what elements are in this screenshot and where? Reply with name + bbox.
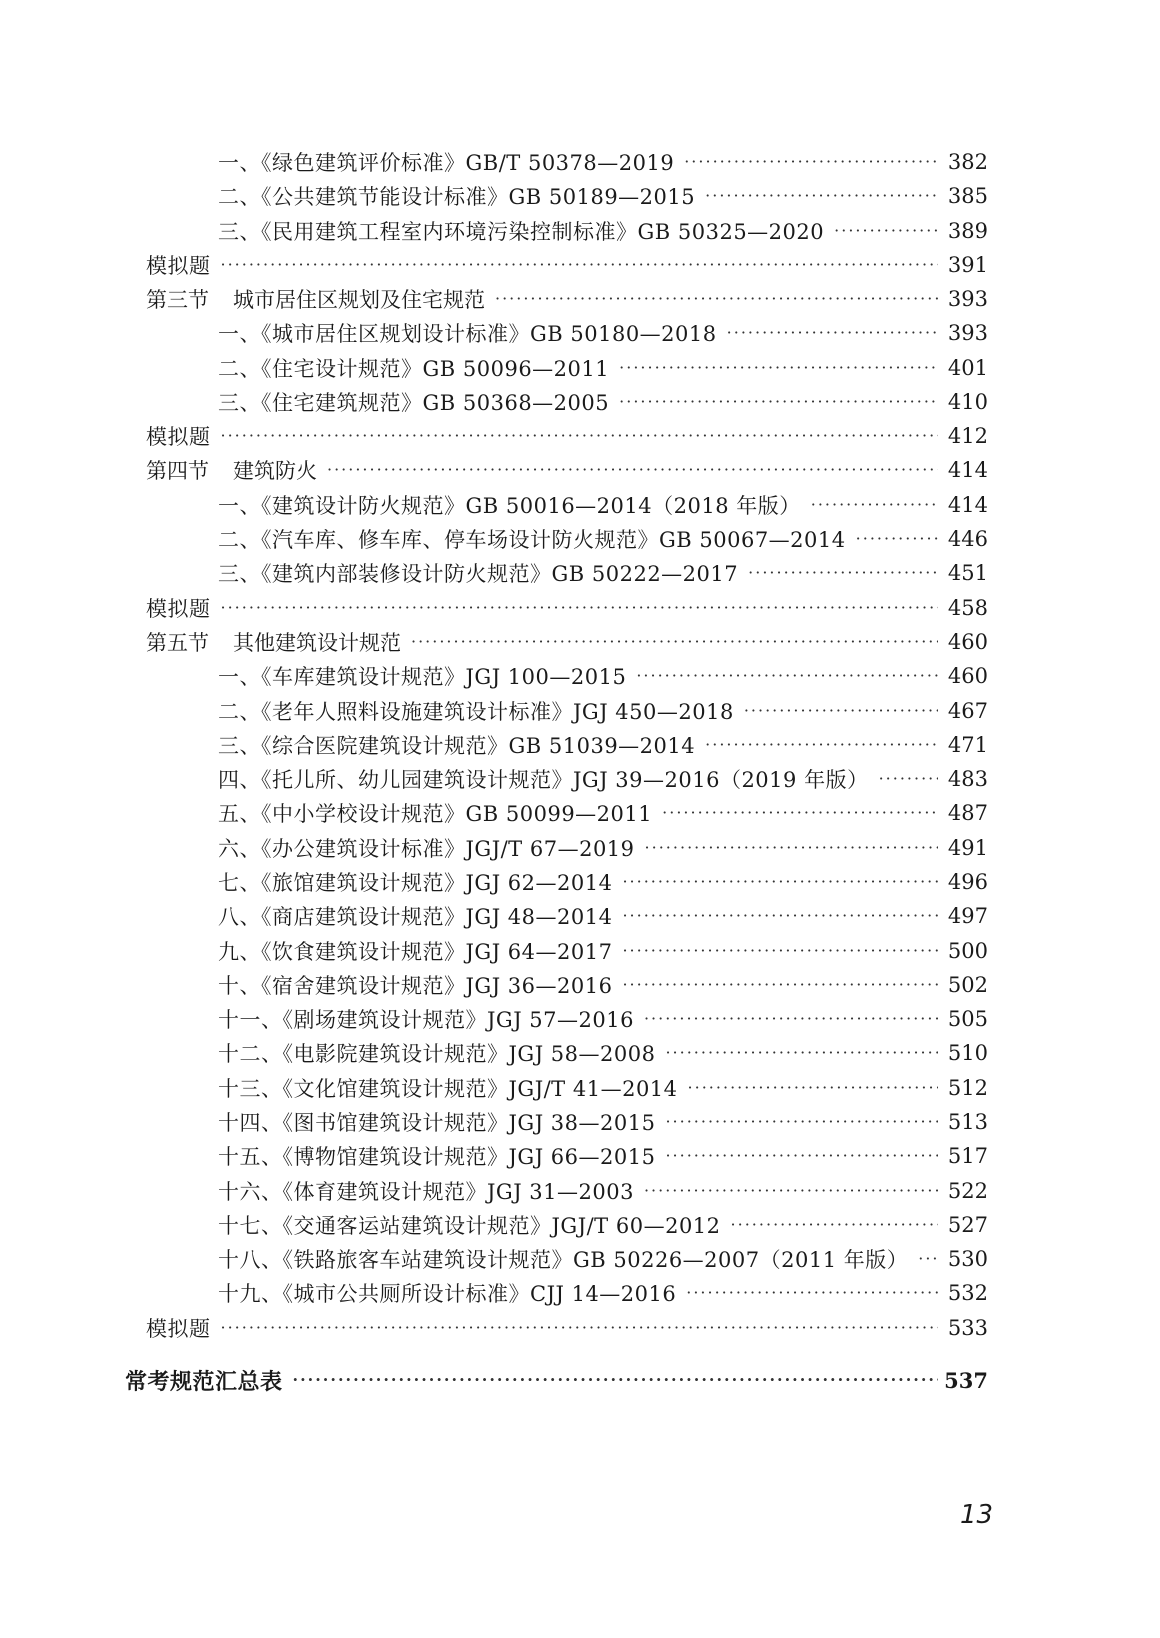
toc-entry-page: 502 (947, 973, 988, 997)
dot-leader (644, 1002, 938, 1036)
section-number: 第三节 (146, 288, 209, 312)
dot-leader (622, 968, 938, 1002)
dot-leader (221, 591, 939, 625)
toc-entry[interactable] (0, 1174, 1160, 1208)
toc-entry[interactable] (0, 1036, 1160, 1070)
toc-entry-label: 七、《旅馆建筑设计规范》JGJ 62—2014 (218, 871, 613, 895)
dot-leader (918, 1242, 938, 1276)
toc-entry-page: 414 (947, 458, 988, 482)
toc-entry-label: 四、《托儿所、幼儿园建筑设计规范》JGJ 39—2016（2019 年版） (218, 768, 869, 792)
dot-leader (411, 625, 938, 659)
toc-entry[interactable] (0, 1242, 1160, 1276)
toc-entry-page: 512 (947, 1076, 988, 1100)
toc-entry-label: 模拟题 (146, 425, 211, 449)
toc-entry-page: 513 (947, 1110, 988, 1134)
toc-entry-page: 458 (947, 596, 988, 620)
dot-leader (622, 865, 938, 899)
toc-entry-page: 532 (947, 1281, 988, 1305)
toc-section-label (146, 284, 485, 314)
toc-entry-label: 三、《综合医院建筑设计规范》GB 51039—2014 (218, 734, 696, 758)
toc-entry-label: 五、《中小学校设计规范》GB 50099—2011 (218, 802, 653, 826)
dot-leader (665, 1139, 938, 1173)
toc-entry-practice[interactable] (0, 591, 1160, 625)
toc-entry-page: 522 (947, 1179, 988, 1203)
section-title: 城市居住区规划及住宅规范 (233, 288, 485, 312)
dot-leader (665, 1105, 938, 1139)
toc-entry-page: 483 (947, 767, 988, 791)
toc-entry-page: 412 (947, 424, 988, 448)
toc-entry-practice[interactable] (0, 419, 1160, 453)
toc-entry[interactable] (0, 865, 1160, 899)
toc-entry[interactable] (0, 214, 1160, 248)
toc-entry-page: 391 (947, 253, 988, 277)
toc-entry[interactable] (0, 762, 1160, 796)
dot-leader (622, 934, 938, 968)
toc-entry-label: 三、《民用建筑工程室内环境污染控制标准》GB 50325—2020 (218, 220, 825, 244)
toc-entry[interactable] (0, 1139, 1160, 1173)
dot-leader (619, 351, 938, 385)
toc-section-3[interactable] (0, 282, 1160, 316)
toc-entry[interactable] (0, 694, 1160, 728)
dot-leader (879, 762, 938, 796)
dot-leader (731, 1208, 938, 1242)
toc-entry-label: 六、《办公建筑设计标准》JGJ/T 67—2019 (218, 837, 635, 861)
dot-leader (684, 145, 938, 179)
toc-entry[interactable] (0, 179, 1160, 213)
section-title: 建筑防火 (233, 459, 317, 483)
toc-entry-page: 517 (947, 1144, 988, 1168)
toc-entry-label: 二、《汽车库、修车库、停车场设计防火规范》GB 50067—2014 (218, 528, 846, 552)
toc-entry-label: 一、《建筑设计防火规范》GB 50016—2014（2018 年版） (218, 494, 801, 518)
toc-entry-label: 十四、《图书馆建筑设计规范》JGJ 38—2015 (218, 1111, 656, 1135)
toc-entry[interactable] (0, 316, 1160, 350)
toc-entry-page: 487 (947, 801, 988, 825)
toc-entry[interactable] (0, 351, 1160, 385)
dot-leader (619, 385, 938, 419)
dot-leader (665, 1036, 938, 1070)
dot-leader (221, 248, 939, 282)
toc-entry-label: 二、《公共建筑节能设计标准》GB 50189—2015 (218, 185, 696, 209)
toc-entry-page: 414 (947, 493, 988, 517)
toc-entry-page: 527 (947, 1213, 988, 1237)
toc-entry-page: 382 (947, 150, 988, 174)
dot-leader (705, 179, 938, 213)
toc-entry-page: 497 (947, 904, 988, 928)
toc-entry[interactable] (0, 522, 1160, 556)
toc-entry-page: 537 (944, 1367, 988, 1393)
toc-entry-label: 十七、《交通客运站建筑设计规范》JGJ/T 60—2012 (218, 1214, 721, 1238)
toc-entry[interactable] (0, 728, 1160, 762)
toc-entry-practice[interactable] (0, 1311, 1160, 1345)
dot-leader (221, 1311, 939, 1345)
dot-leader (748, 556, 938, 590)
toc-entry-page: 505 (947, 1007, 988, 1031)
toc-entry[interactable] (0, 659, 1160, 693)
toc-entry[interactable] (0, 488, 1160, 522)
section-title: 其他建筑设计规范 (233, 631, 401, 655)
toc-entry-page: 393 (947, 287, 988, 311)
toc-entry-label: 二、《住宅设计规范》GB 50096—2011 (218, 357, 610, 381)
toc-entry-page: 410 (947, 390, 988, 414)
dot-leader (644, 1174, 938, 1208)
toc-entry-label: 模拟题 (146, 597, 211, 621)
toc-entry-page: 496 (947, 870, 988, 894)
toc-entry[interactable] (0, 796, 1160, 830)
toc-entry-label: 十九、《城市公共厕所设计标准》CJJ 14—2016 (218, 1282, 677, 1306)
toc-entry-label: 八、《商店建筑设计规范》JGJ 48—2014 (218, 905, 613, 929)
dot-leader (495, 282, 938, 316)
dot-leader (645, 831, 938, 865)
toc-entry-page: 500 (947, 939, 988, 963)
toc-entry-page: 533 (947, 1316, 988, 1340)
dot-leader (293, 1363, 938, 1397)
toc-entry[interactable] (0, 1276, 1160, 1310)
dot-leader (705, 728, 938, 762)
toc-entry-label: 一、《车库建筑设计规范》JGJ 100—2015 (218, 665, 627, 689)
dot-leader (727, 316, 938, 350)
toc-entry-label: 十二、《电影院建筑设计规范》JGJ 58—2008 (218, 1042, 656, 1066)
toc-entry-page: 467 (947, 699, 988, 723)
toc-entry-label: 模拟题 (146, 1317, 211, 1341)
dot-leader (744, 694, 938, 728)
toc-entry-page: 389 (947, 219, 988, 243)
toc-entry-label: 一、《绿色建筑评价标准》GB/T 50378—2019 (218, 151, 675, 175)
dot-leader (662, 796, 938, 830)
toc-entry[interactable] (0, 1208, 1160, 1242)
toc-entry-label: 一、《城市居住区规划设计标准》GB 50180—2018 (218, 322, 717, 346)
toc-entry-page: 393 (947, 321, 988, 345)
toc-entry-page: 471 (947, 733, 988, 757)
toc-entry-label: 十一、《剧场建筑设计规范》JGJ 57—2016 (218, 1008, 634, 1032)
toc-entry-label: 十、《宿舍建筑设计规范》JGJ 36—2016 (218, 974, 613, 998)
dot-leader (688, 1071, 938, 1105)
toc-entry[interactable] (0, 1105, 1160, 1139)
dot-leader (221, 419, 939, 453)
toc-entry-page: 385 (947, 184, 988, 208)
toc-entry-label: 九、《饮食建筑设计规范》JGJ 64—2017 (218, 940, 613, 964)
toc-section-5[interactable] (0, 625, 1160, 659)
toc-entry-label: 十六、《体育建筑设计规范》JGJ 31—2003 (218, 1180, 634, 1204)
toc-entry-label: 二、《老年人照料设施建筑设计标准》JGJ 450—2018 (218, 700, 734, 724)
toc-entry-label: 模拟题 (146, 254, 211, 278)
toc-entry-practice[interactable] (0, 248, 1160, 282)
dot-leader (327, 453, 938, 487)
toc-entry[interactable] (0, 1002, 1160, 1036)
toc-section-label (146, 627, 401, 657)
toc-entry-label: 十三、《文化馆建筑设计规范》JGJ/T 41—2014 (218, 1077, 678, 1101)
toc-section-4[interactable] (0, 453, 1160, 487)
toc-entry-page: 510 (947, 1041, 988, 1065)
toc-entry-page: 460 (947, 630, 988, 654)
section-number: 第五节 (146, 631, 209, 655)
dot-leader (686, 1276, 938, 1310)
dot-leader (834, 214, 938, 248)
toc-entry[interactable] (0, 1071, 1160, 1105)
dot-leader (636, 659, 938, 693)
toc-entry[interactable] (0, 145, 1160, 179)
dot-leader (811, 488, 938, 522)
toc-entry[interactable] (0, 556, 1160, 590)
toc-entry[interactable] (0, 968, 1160, 1002)
dot-leader (622, 899, 938, 933)
toc-entry-page: 401 (947, 356, 988, 380)
toc-section-label (146, 455, 317, 485)
toc-entry[interactable] (0, 934, 1160, 968)
dot-leader (856, 522, 938, 556)
toc-entry-label: 十五、《博物馆建筑设计规范》JGJ 66—2015 (218, 1145, 656, 1169)
toc-entry-label: 十八、《铁路旅客车站建筑设计规范》GB 50226—2007（2011 年版） (218, 1248, 909, 1272)
toc-entry-page: 460 (947, 664, 988, 688)
page-number: 13 (960, 1500, 994, 1530)
toc-entry[interactable] (0, 899, 1160, 933)
toc-entry[interactable] (0, 385, 1160, 419)
toc-entry-label: 三、《建筑内部装修设计防火规范》GB 50222—2017 (218, 562, 739, 586)
toc-entry[interactable] (0, 831, 1160, 865)
toc-entry-page: 491 (947, 836, 988, 860)
toc-entry-label: 三、《住宅建筑规范》GB 50368—2005 (218, 391, 610, 415)
toc-entry-label: 常考规范汇总表 (125, 1369, 283, 1395)
toc-entry-page: 451 (947, 561, 988, 585)
toc-entry-page: 530 (947, 1247, 988, 1271)
toc-chapter-summary[interactable] (0, 1363, 1160, 1397)
section-number: 第四节 (146, 459, 209, 483)
toc-entry-page: 446 (947, 527, 988, 551)
